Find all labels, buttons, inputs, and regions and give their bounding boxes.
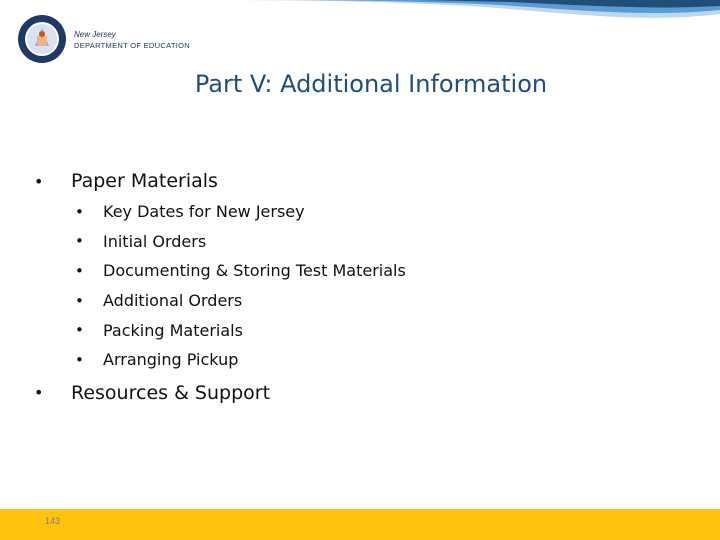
- bullet-icon: •: [34, 383, 44, 403]
- sub-bullet-item: [70, 227, 680, 257]
- sub-bullet-list: [70, 197, 680, 375]
- bullet-item: [30, 378, 680, 408]
- footer-bar: [0, 509, 720, 540]
- sub-bullet-label: Initial Orders: [103, 231, 207, 251]
- bullet-label: Paper Materials: [71, 170, 218, 192]
- sub-bullet-item: [70, 256, 680, 286]
- department-name: DEPARTMENT OF EDUCATION: [74, 41, 190, 50]
- bullet-icon: •: [75, 232, 84, 251]
- bullet-label: Resources & Support: [71, 381, 271, 404]
- sub-bullet-label: Packing Materials: [103, 320, 243, 340]
- bullet-icon: •: [75, 321, 84, 340]
- slide-content: [30, 166, 680, 408]
- organization-name: [74, 29, 190, 51]
- bullet-icon: •: [75, 202, 84, 221]
- sub-bullet-label: Documenting & Storing Test Materials: [103, 261, 406, 281]
- slide-title: Part V: Additional Information: [194, 70, 548, 98]
- sub-bullet-item: [70, 197, 680, 227]
- state-name: New Jersey: [74, 30, 116, 39]
- page-number: 143: [45, 516, 61, 526]
- bullet-icon: •: [75, 261, 84, 280]
- bullet-icon: •: [75, 350, 84, 369]
- sub-bullet-item: [70, 315, 680, 345]
- sub-bullet-label: Additional Orders: [103, 291, 243, 311]
- bullet-icon: •: [34, 171, 44, 191]
- bullet-icon: •: [75, 291, 84, 310]
- bullet-item: [30, 166, 680, 196]
- sub-bullet-item: [70, 345, 680, 375]
- sub-bullet-label: Arranging Pickup: [103, 350, 239, 370]
- sub-bullet-label: Key Dates for New Jersey: [103, 202, 305, 222]
- nj-state-seal-icon: [17, 14, 67, 64]
- sub-bullet-item: [70, 286, 680, 316]
